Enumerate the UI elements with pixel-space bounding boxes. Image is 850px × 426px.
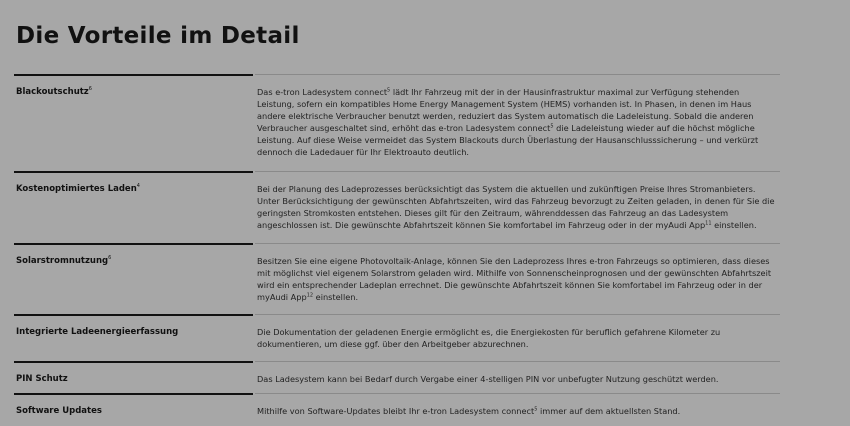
feature-label (16, 255, 111, 267)
description-text: Mithilfe von Software-Updates bleibt Ihr e-tron Ladesystem connect (257, 406, 535, 416)
feature-label (16, 326, 178, 338)
description-text: immer auf dem aktuellsten Stand. (537, 406, 681, 416)
description-text: Das Ladesystem kann bei Bedarf durch Vergabe einer 4-stelligen PIN vor unbefugter Nutzung geschützt werden. (257, 374, 719, 384)
footnote-ref: 6 (108, 255, 112, 262)
page-title: Die Vorteile im Detail (16, 23, 300, 50)
description-text: die Ladeleistung wieder auf die höchst mögliche Leistung. Auf diese Weise vermeidet das System Blackouts durch Überlastung der Hausanschlusssicherung – und verkürzt dennoch die Ladedauer für Ihr Elektroauto deutlich. (257, 123, 759, 157)
feature-label (16, 373, 68, 385)
footnote-ref: 5 (550, 123, 554, 130)
feature-description (257, 183, 777, 231)
footnote-ref: 4 (136, 183, 140, 190)
row-divider-right (255, 74, 780, 75)
footnote-ref: 12 (306, 292, 314, 299)
feature-label-text: Software Updates (16, 406, 102, 416)
feature-label-text: Blackoutschutz (16, 87, 89, 97)
row-divider-right (255, 171, 780, 172)
footnote-ref: 5 (387, 87, 391, 94)
feature-description (257, 86, 777, 158)
description-text: Die Dokumentation der geladenen Energie ermöglicht es, die Energiekosten für beruflich gefahrene Kilometer zu dokumentieren, um diese ggf. über den Arbeitgeber abzurechnen. (257, 327, 721, 349)
feature-description (257, 255, 777, 303)
description-text: lädt Ihr Fahrzeug mit der in der Hausinfrastruktur maximal zur Verfügung stehenden Leistung, sofern ein kompatibles Home Energy Management System (HEMS) vorhanden ist. In Phasen, in denen im Haus andere elektrische Verbraucher benutzt werden, reduziert das System automatisch die Ladeleistung. Sobald die anderen Verbraucher ausgeschaltet sind, erhöht das e-tron Ladesystem connect (257, 87, 754, 133)
feature-description (257, 326, 777, 350)
description-text: Besitzen Sie eine eigene Photovoltaik-Anlage, können Sie den Ladeprozess Ihres e-tron Fahrzeugs so optimieren, dass dieses mit möglichst viel eigenem Solarstrom geladen wird. Mithilfe von Sonnenscheinprognosen und der gewünschten Abfahrtszeit wird ein entsprechender Ladeplan errechnet. Die gewünschte Abfahrtszeit können Sie komfortabel im Fahrzeug oder in der myAudi App (257, 256, 772, 302)
description-text: Bei der Planung des Ladeprozesses berücksichtigt das System die aktuellen und zukünftigen Preise Ihres Stromanbieters. Unter Berücksichtigung der gewünschten Abfahrtszeiten, wird das Fahrzeug bevorzugt zu Zeiten geladen, in denen für Sie die geringsten Stromkosten entstehen. Dieses gilt für den Zeitraum, währenddessen das Fahrzeug an das Ladesystem angeschlossen ist. Die gewünschte Abfahrtszeit können Sie komfortabel im Fahrzeug oder in der myAudi App (257, 184, 775, 230)
feature-label-text: Integrierte Ladeenergieerfassung (16, 327, 179, 337)
feature-label-text: Kostenoptimiertes Laden (16, 184, 137, 194)
footnote-ref: 5 (534, 406, 538, 413)
row-divider-left (14, 314, 253, 316)
description-text: einstellen. (711, 220, 757, 230)
row-divider-left (14, 393, 253, 395)
footnote-ref: 6 (88, 86, 92, 93)
footnote-ref: 11 (705, 220, 712, 227)
row-divider-left (14, 74, 253, 76)
row-divider-left (14, 171, 253, 173)
row-divider-left (14, 243, 253, 245)
feature-label (16, 405, 102, 417)
row-divider-right (255, 314, 780, 315)
feature-label (16, 86, 92, 98)
row-divider-right (255, 361, 780, 362)
feature-label (16, 183, 140, 195)
description-text: einstellen. (313, 292, 359, 302)
row-divider-right (255, 393, 780, 394)
feature-description (257, 405, 777, 417)
feature-label-text: Solarstromnutzung (16, 256, 109, 266)
row-divider-right (255, 243, 780, 244)
description-text: Das e-tron Ladesystem connect (257, 87, 388, 97)
row-divider-left (14, 361, 253, 363)
feature-description (257, 373, 777, 385)
feature-label-text: PIN Schutz (16, 374, 68, 384)
